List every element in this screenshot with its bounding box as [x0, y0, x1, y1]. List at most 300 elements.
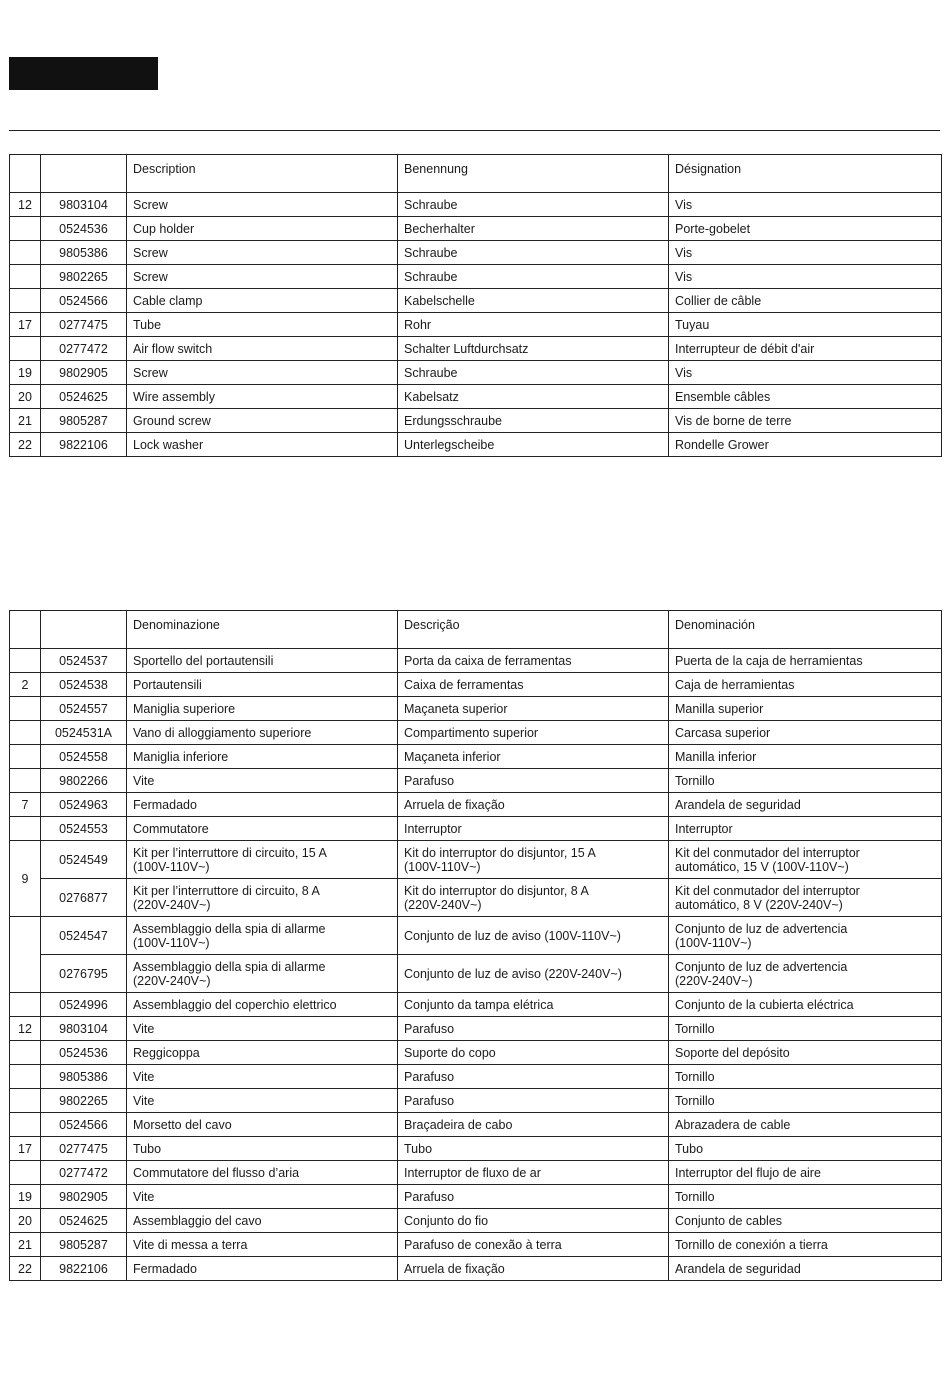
part-number-cell — [41, 841, 127, 879]
header-rule — [9, 130, 940, 131]
header-ref — [10, 155, 41, 193]
desc-cell-b — [398, 697, 669, 721]
header-descricao: Descrição — [398, 611, 669, 649]
part-number-cell — [41, 313, 127, 337]
ref-cell — [10, 917, 41, 993]
desc-cell-c-text: Soporte del depósito — [675, 1045, 790, 1060]
part-number-cell-text: 0524963 — [59, 797, 108, 812]
desc-cell-b — [398, 193, 669, 217]
part-number-cell-text: 0524553 — [59, 821, 108, 836]
desc-cell-b-text: Schalter Luftdurchsatz — [404, 341, 529, 356]
part-number-cell-text: 0524538 — [59, 677, 108, 692]
desc-cell-b — [398, 879, 669, 917]
desc-cell-c — [669, 817, 942, 841]
desc-cell-c — [669, 879, 942, 917]
part-number-cell — [41, 433, 127, 457]
desc-cell-a — [127, 1065, 398, 1089]
desc-cell-b-text: Conjunto de luz de aviso (100V-110V~) — [404, 928, 621, 943]
desc-cell-c — [669, 1113, 942, 1137]
desc-cell-a — [127, 955, 398, 993]
desc-cell-b — [398, 265, 669, 289]
desc-cell-b — [398, 721, 669, 745]
header-designation: Désignation — [669, 155, 942, 193]
ref-cell: 22 — [10, 1257, 41, 1281]
table-row — [10, 433, 942, 457]
desc-cell-a — [127, 649, 398, 673]
desc-cell-a — [127, 385, 398, 409]
table-row — [10, 721, 942, 745]
part-number-cell — [41, 1209, 127, 1233]
part-number-cell-text: 9822106 — [59, 437, 108, 452]
table-row — [10, 1089, 942, 1113]
table-row — [10, 1065, 942, 1089]
desc-cell-a — [127, 1209, 398, 1233]
desc-cell-b-text: Conjunto da tampa elétrica — [404, 997, 554, 1012]
desc-cell-c-text: Ensemble câbles — [675, 389, 771, 404]
desc-cell-a-text: Vite — [133, 1093, 155, 1108]
part-number-cell — [41, 337, 127, 361]
desc-cell-c-text: Kit del conmutador del interruptor automático, 15 V (100V-110V~) — [675, 845, 860, 874]
table-row — [10, 409, 942, 433]
desc-cell-a — [127, 265, 398, 289]
desc-cell-a-text: Tubo — [133, 1141, 162, 1156]
ref-cell — [10, 289, 41, 313]
desc-cell-a-text: Kit per l’interruttore di circuito, 15 A (100V-110V~) — [133, 845, 327, 874]
part-number-cell — [41, 721, 127, 745]
desc-cell-b-text: Porta da caixa de ferramentas — [404, 653, 572, 668]
desc-cell-b — [398, 1089, 669, 1113]
desc-cell-b-text: Becherhalter — [404, 221, 475, 236]
part-number-cell-text: 0277472 — [59, 1165, 108, 1180]
desc-cell-c — [669, 385, 942, 409]
part-number-cell — [41, 1137, 127, 1161]
desc-cell-b — [398, 409, 669, 433]
desc-cell-b — [398, 917, 669, 955]
desc-cell-a — [127, 217, 398, 241]
table-header-row — [10, 155, 942, 193]
desc-cell-c — [669, 217, 942, 241]
table-header-row — [10, 611, 942, 649]
desc-cell-c-text: Interruptor — [675, 821, 733, 836]
part-number-cell-text: 9803104 — [59, 1021, 108, 1036]
table-row — [10, 769, 942, 793]
part-number-cell — [41, 1017, 127, 1041]
desc-cell-b-text: Erdungsschraube — [404, 413, 502, 428]
table-row — [10, 361, 942, 385]
table-row — [10, 879, 942, 917]
desc-cell-a — [127, 1185, 398, 1209]
desc-cell-b — [398, 955, 669, 993]
ref-cell: 20 — [10, 385, 41, 409]
desc-cell-b-text: Parafuso — [404, 1189, 455, 1204]
table-row — [10, 337, 942, 361]
desc-cell-c — [669, 1185, 942, 1209]
part-number-cell — [41, 361, 127, 385]
desc-cell-c-text: Conjunto de luz de advertencia (220V-240V~) — [675, 959, 848, 988]
desc-cell-b-text: Maçaneta superior — [404, 701, 508, 716]
desc-cell-a — [127, 993, 398, 1017]
desc-cell-b — [398, 1017, 669, 1041]
desc-cell-c — [669, 993, 942, 1017]
part-number-cell — [41, 697, 127, 721]
desc-cell-b — [398, 1185, 669, 1209]
desc-cell-a-text: Screw — [133, 197, 168, 212]
desc-cell-c-text: Abrazadera de cable — [675, 1117, 791, 1132]
desc-cell-b-text: Conjunto do fio — [404, 1213, 489, 1228]
desc-cell-c — [669, 433, 942, 457]
ref-cell: 12 — [10, 193, 41, 217]
desc-cell-c — [669, 673, 942, 697]
table-row — [10, 1209, 942, 1233]
desc-cell-a — [127, 361, 398, 385]
desc-cell-c — [669, 1065, 942, 1089]
desc-cell-a-text: Screw — [133, 269, 168, 284]
part-number-cell — [41, 955, 127, 993]
desc-cell-c — [669, 793, 942, 817]
part-number-cell — [41, 1161, 127, 1185]
part-number-cell-text: 0524536 — [59, 1045, 108, 1060]
desc-cell-a-text: Ground screw — [133, 413, 211, 428]
desc-cell-a-text: Assemblaggio della spia di allarme (220V-240V~) — [133, 959, 326, 988]
desc-cell-a — [127, 337, 398, 361]
header-benennung: Benennung — [398, 155, 669, 193]
desc-cell-a — [127, 409, 398, 433]
desc-cell-c-text: Vis — [675, 197, 693, 212]
table-row — [10, 1113, 942, 1137]
desc-cell-b — [398, 1209, 669, 1233]
desc-cell-a-text: Cable clamp — [133, 293, 203, 308]
desc-cell-b-text: Parafuso — [404, 1021, 455, 1036]
ref-cell — [10, 337, 41, 361]
table-row — [10, 241, 942, 265]
ref-cell — [10, 1065, 41, 1089]
header-denominazione: Denominazione — [127, 611, 398, 649]
part-number-cell — [41, 793, 127, 817]
desc-cell-b-text: Schraube — [404, 269, 458, 284]
parts-table-2 — [9, 610, 942, 1281]
desc-cell-b — [398, 433, 669, 457]
desc-cell-c — [669, 649, 942, 673]
desc-cell-a-text: Fermadado — [133, 797, 197, 812]
ref-cell — [10, 817, 41, 841]
part-number-cell — [41, 673, 127, 697]
desc-cell-a — [127, 769, 398, 793]
desc-cell-b — [398, 1041, 669, 1065]
desc-cell-c-text: Manilla inferior — [675, 749, 757, 764]
desc-cell-c-text: Interruptor del flujo de aire — [675, 1165, 821, 1180]
desc-cell-b — [398, 1113, 669, 1137]
ref-cell — [10, 993, 41, 1017]
part-number-cell — [41, 1185, 127, 1209]
table-row — [10, 817, 942, 841]
desc-cell-a — [127, 1137, 398, 1161]
desc-cell-a — [127, 289, 398, 313]
desc-cell-a-text: Morsetto del cavo — [133, 1117, 232, 1132]
desc-cell-a — [127, 721, 398, 745]
desc-cell-a — [127, 793, 398, 817]
ref-cell — [10, 217, 41, 241]
desc-cell-b — [398, 993, 669, 1017]
table-row — [10, 1257, 942, 1281]
desc-cell-a — [127, 1041, 398, 1065]
header-ref — [10, 611, 41, 649]
desc-cell-c-text: Kit del conmutador del interruptor automático, 8 V (220V-240V~) — [675, 883, 860, 912]
section-tab — [9, 57, 158, 90]
desc-cell-a — [127, 193, 398, 217]
desc-cell-b — [398, 217, 669, 241]
desc-cell-b-text: Kit do interruptor do disjuntor, 15 A (100V-110V~) — [404, 845, 596, 874]
part-number-cell-text: 0277475 — [59, 317, 108, 332]
desc-cell-c-text: Conjunto de luz de advertencia (100V-110V~) — [675, 921, 848, 950]
table-row — [10, 217, 942, 241]
part-number-cell — [41, 241, 127, 265]
header-description: Description — [127, 155, 398, 193]
desc-cell-a-text: Wire assembly — [133, 389, 215, 404]
desc-cell-c-text: Arandela de seguridad — [675, 797, 801, 812]
desc-cell-c-text: Vis — [675, 365, 693, 380]
desc-cell-c — [669, 769, 942, 793]
desc-cell-a — [127, 241, 398, 265]
desc-cell-b-text: Kabelschelle — [404, 293, 475, 308]
desc-cell-b-text: Schraube — [404, 245, 458, 260]
part-number-cell-text: 0277475 — [59, 1141, 108, 1156]
part-number-cell-text: 0524557 — [59, 701, 108, 716]
part-number-cell-text: 9822106 — [59, 1261, 108, 1276]
header-part-number — [41, 155, 127, 193]
desc-cell-c — [669, 1017, 942, 1041]
part-number-cell-text: 9802905 — [59, 1189, 108, 1204]
desc-cell-a — [127, 879, 398, 917]
desc-cell-a-text: Commutatore del flusso d’aria — [133, 1165, 300, 1180]
part-number-cell-text: 0276795 — [59, 966, 108, 981]
desc-cell-b — [398, 1137, 669, 1161]
desc-cell-b-text: Suporte do copo — [404, 1045, 496, 1060]
ref-cell: 9 — [10, 841, 41, 917]
desc-cell-a — [127, 433, 398, 457]
desc-cell-a-text: Maniglia superiore — [133, 701, 236, 716]
desc-cell-a-text: Air flow switch — [133, 341, 213, 356]
part-number-cell-text: 9805287 — [59, 1237, 108, 1252]
desc-cell-b — [398, 361, 669, 385]
ref-cell — [10, 1089, 41, 1113]
ref-cell: 19 — [10, 1185, 41, 1209]
desc-cell-a-text: Screw — [133, 245, 168, 260]
desc-cell-b — [398, 793, 669, 817]
table-row — [10, 793, 942, 817]
part-number-cell-text: 0524547 — [59, 928, 108, 943]
desc-cell-c-text: Tornillo de conexión a tierra — [675, 1237, 828, 1252]
desc-cell-b — [398, 337, 669, 361]
desc-cell-c-text: Porte-gobelet — [675, 221, 751, 236]
part-number-cell — [41, 1113, 127, 1137]
part-number-cell-text: 9805386 — [59, 245, 108, 260]
ref-cell — [10, 721, 41, 745]
desc-cell-c — [669, 409, 942, 433]
part-number-cell-text: 0524625 — [59, 1213, 108, 1228]
desc-cell-a-text: Kit per l’interruttore di circuito, 8 A (220V-240V~) — [133, 883, 320, 912]
desc-cell-b-text: Parafuso — [404, 1069, 455, 1084]
desc-cell-c-text: Tuyau — [675, 317, 710, 332]
part-number-cell — [41, 217, 127, 241]
desc-cell-a — [127, 697, 398, 721]
part-number-cell — [41, 917, 127, 955]
desc-cell-b — [398, 385, 669, 409]
desc-cell-c-text: Tornillo — [675, 1021, 715, 1036]
part-number-cell-text: 0524558 — [59, 749, 108, 764]
desc-cell-c-text: Tornillo — [675, 1069, 715, 1084]
desc-cell-c — [669, 1041, 942, 1065]
part-number-cell — [41, 993, 127, 1017]
desc-cell-b-text: Kit do interruptor do disjuntor, 8 A (220V-240V~) — [404, 883, 589, 912]
desc-cell-b-text: Interruptor de fluxo de ar — [404, 1165, 541, 1180]
desc-cell-c-text: Vis — [675, 269, 693, 284]
header-denominacion: Denominación — [669, 611, 942, 649]
desc-cell-a-text: Cup holder — [133, 221, 195, 236]
table-row — [10, 265, 942, 289]
table-row — [10, 1137, 942, 1161]
part-number-cell-text: 9805287 — [59, 413, 108, 428]
desc-cell-c-text: Tornillo — [675, 1093, 715, 1108]
part-number-cell — [41, 193, 127, 217]
part-number-cell-text: 0524996 — [59, 997, 108, 1012]
desc-cell-c-text: Arandela de seguridad — [675, 1261, 801, 1276]
desc-cell-b-text: Compartimento superior — [404, 725, 539, 740]
part-number-cell-text: 0524549 — [59, 852, 108, 867]
desc-cell-a — [127, 673, 398, 697]
part-number-cell-text: 0277472 — [59, 341, 108, 356]
desc-cell-c-text: Conjunto de la cubierta eléctrica — [675, 997, 854, 1012]
table-row — [10, 1041, 942, 1065]
desc-cell-c — [669, 721, 942, 745]
desc-cell-c-text: Interrupteur de débit d'air — [675, 341, 815, 356]
part-number-cell-text: 0276877 — [59, 890, 108, 905]
part-number-cell-text: 9805386 — [59, 1069, 108, 1084]
desc-cell-a-text: Fermadado — [133, 1261, 197, 1276]
desc-cell-a — [127, 1113, 398, 1137]
part-number-cell — [41, 1233, 127, 1257]
desc-cell-c — [669, 1161, 942, 1185]
desc-cell-c — [669, 917, 942, 955]
desc-cell-b-text: Arruela de fixação — [404, 1261, 505, 1276]
table-row — [10, 1185, 942, 1209]
desc-cell-a-text: Reggicoppa — [133, 1045, 200, 1060]
desc-cell-a-text: Vite — [133, 773, 155, 788]
ref-cell — [10, 649, 41, 673]
desc-cell-a-text: Assemblaggio della spia di allarme (100V-110V~) — [133, 921, 326, 950]
desc-cell-c — [669, 955, 942, 993]
desc-cell-b — [398, 841, 669, 879]
table-row — [10, 955, 942, 993]
desc-cell-a-text: Vite — [133, 1069, 155, 1084]
desc-cell-b-text: Kabelsatz — [404, 389, 459, 404]
desc-cell-c — [669, 265, 942, 289]
desc-cell-a — [127, 313, 398, 337]
desc-cell-c-text: Rondelle Grower — [675, 437, 769, 452]
desc-cell-c-text: Tornillo — [675, 1189, 715, 1204]
desc-cell-b-text: Schraube — [404, 365, 458, 380]
desc-cell-a-text: Commutatore — [133, 821, 209, 836]
desc-cell-b-text: Schraube — [404, 197, 458, 212]
desc-cell-c — [669, 1257, 942, 1281]
desc-cell-b-text: Unterlegscheibe — [404, 437, 495, 452]
desc-cell-a-text: Lock washer — [133, 437, 204, 452]
desc-cell-b-text: Interruptor — [404, 821, 462, 836]
desc-cell-a — [127, 1161, 398, 1185]
desc-cell-c — [669, 1209, 942, 1233]
desc-cell-a — [127, 1089, 398, 1113]
ref-cell — [10, 265, 41, 289]
part-number-cell-text: 9802265 — [59, 1093, 108, 1108]
part-number-cell-text: 0524537 — [59, 653, 108, 668]
table-row — [10, 385, 942, 409]
parts-table-1 — [9, 154, 942, 457]
desc-cell-a-text: Vano di alloggiamento superiore — [133, 725, 312, 740]
desc-cell-a-text: Assemblaggio del coperchio elettrico — [133, 997, 337, 1012]
desc-cell-c — [669, 241, 942, 265]
part-number-cell-text: 0524566 — [59, 1117, 108, 1132]
part-number-cell — [41, 649, 127, 673]
part-number-cell — [41, 1257, 127, 1281]
ref-cell: 12 — [10, 1017, 41, 1041]
ref-cell: 2 — [10, 673, 41, 697]
desc-cell-b — [398, 1257, 669, 1281]
desc-cell-c — [669, 361, 942, 385]
desc-cell-c-text: Conjunto de cables — [675, 1213, 783, 1228]
desc-cell-a-text: Assemblaggio del cavo — [133, 1213, 262, 1228]
table-row — [10, 1017, 942, 1041]
desc-cell-b-text: Tubo — [404, 1141, 433, 1156]
desc-cell-b — [398, 745, 669, 769]
desc-cell-c-text: Tornillo — [675, 773, 715, 788]
desc-cell-a-text: Screw — [133, 365, 168, 380]
desc-cell-b-text: Braçadeira de cabo — [404, 1117, 513, 1132]
table-row — [10, 917, 942, 955]
desc-cell-c — [669, 745, 942, 769]
ref-cell — [10, 1041, 41, 1065]
ref-cell — [10, 769, 41, 793]
desc-cell-a — [127, 745, 398, 769]
header-part-number — [41, 611, 127, 649]
part-number-cell — [41, 265, 127, 289]
desc-cell-b-text: Parafuso — [404, 773, 455, 788]
desc-cell-c — [669, 289, 942, 313]
ref-cell — [10, 241, 41, 265]
desc-cell-c-text: Manilla superior — [675, 701, 764, 716]
ref-cell: 22 — [10, 433, 41, 457]
table-row — [10, 1233, 942, 1257]
part-number-cell — [41, 745, 127, 769]
ref-cell: 21 — [10, 409, 41, 433]
part-number-cell — [41, 385, 127, 409]
table-row — [10, 993, 942, 1017]
desc-cell-b — [398, 241, 669, 265]
ref-cell — [10, 1113, 41, 1137]
part-number-cell-text: 9802905 — [59, 365, 108, 380]
desc-cell-b — [398, 1161, 669, 1185]
part-number-cell — [41, 1065, 127, 1089]
table-row — [10, 649, 942, 673]
part-number-cell-text: 9802266 — [59, 773, 108, 788]
desc-cell-a-text: Vite di messa a terra — [133, 1237, 248, 1252]
desc-cell-b-text: Arruela de fixação — [404, 797, 505, 812]
table-row — [10, 697, 942, 721]
part-number-cell-text: 0524566 — [59, 293, 108, 308]
ref-cell — [10, 745, 41, 769]
part-number-cell — [41, 409, 127, 433]
desc-cell-b-text: Parafuso — [404, 1093, 455, 1108]
desc-cell-b — [398, 289, 669, 313]
desc-cell-c — [669, 841, 942, 879]
